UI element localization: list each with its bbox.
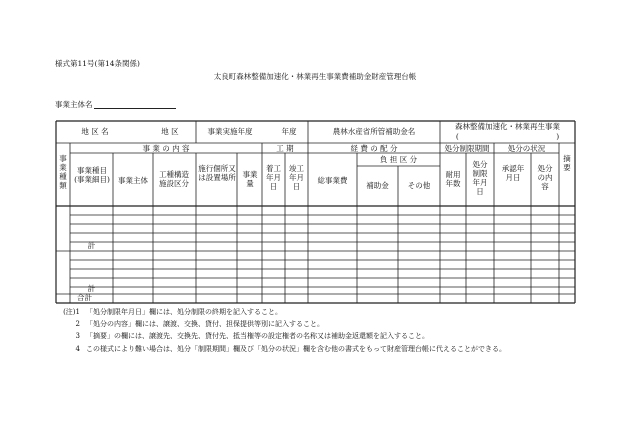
- fiscal-year-suffix: 年度: [281, 127, 297, 136]
- col-total-cost: 総事業費: [317, 176, 348, 185]
- col-structure: 工種構造施設区分: [159, 170, 189, 188]
- col-entity: 事業主体: [118, 176, 148, 185]
- ministry-subsidy-label: 農林水産省所管補助金名: [332, 127, 416, 136]
- col-type: 事業種類: [59, 154, 67, 190]
- program-name: 森林整備加速化・林業再生事業: [455, 122, 560, 131]
- program-name-blank: ( ): [455, 132, 560, 141]
- document-title: 太良町森林整備加速化・林業再生事業費補助金財産管理台帳: [213, 72, 417, 81]
- col-location: 施行個所又は設置場所: [198, 164, 236, 182]
- col-start-date: 着工年月日: [266, 164, 281, 191]
- group-content: 事 業 の 内 容: [142, 144, 190, 153]
- col-approval-date: 承認年月日: [501, 164, 525, 182]
- grand-total-row-label: 合計: [77, 293, 92, 302]
- col-quantity: 事業量: [242, 170, 258, 188]
- col-disposal-content: 処分の内容: [537, 164, 553, 191]
- col-limit-date: 処分制限年月日: [472, 160, 488, 196]
- subtotal-row-label: 計: [87, 241, 96, 250]
- region-name-label: 地 区 名: [81, 127, 109, 136]
- region-suffix: 地 区: [161, 127, 179, 136]
- note-item: 2 「処分の内容」欄には、譲渡、交換、貸付、担保提供等別に記入すること。: [75, 320, 324, 329]
- form-number: 様式第11号(第14条関係): [55, 59, 140, 68]
- group-period: 工 期: [276, 144, 294, 153]
- notes: [58, 306, 506, 355]
- col-other: その他: [407, 181, 431, 190]
- col-end-date: 竣工年月日: [289, 164, 304, 191]
- col-remarks: 摘要: [563, 154, 571, 172]
- fiscal-year-label: 事業実施年度: [207, 127, 253, 136]
- note-item: 3 「摘要」の欄には、譲渡先、交換先、貸付先、抵当権等の設定権者の名称又は補助金返還額を記入すること。: [75, 332, 429, 341]
- group-limit: 処分制限期間: [444, 144, 490, 153]
- col-sub-type: 事業種目(事業細目): [74, 166, 110, 184]
- col-useful-life: 耐用年数: [445, 170, 461, 188]
- note-item: (注)1 「処分制限年月日」欄には、処分制限の終期を記入すること。: [63, 308, 282, 316]
- entity-name-label: 事業主体名: [55, 100, 93, 109]
- group-funds: 経 費 の 配 分: [350, 144, 398, 153]
- subtotal-row-label: 計: [87, 284, 96, 293]
- group-burden: 負 担 区 分: [379, 155, 418, 164]
- col-subsidy: 補助金: [366, 181, 389, 190]
- note-item: 4 この様式により難い場合は、処分「制限期間」欄及び「処分の状況」欄を含む他の書式をもって財産管理台帳に代えることができる。: [75, 344, 506, 353]
- group-status: 処分の状況: [507, 144, 546, 153]
